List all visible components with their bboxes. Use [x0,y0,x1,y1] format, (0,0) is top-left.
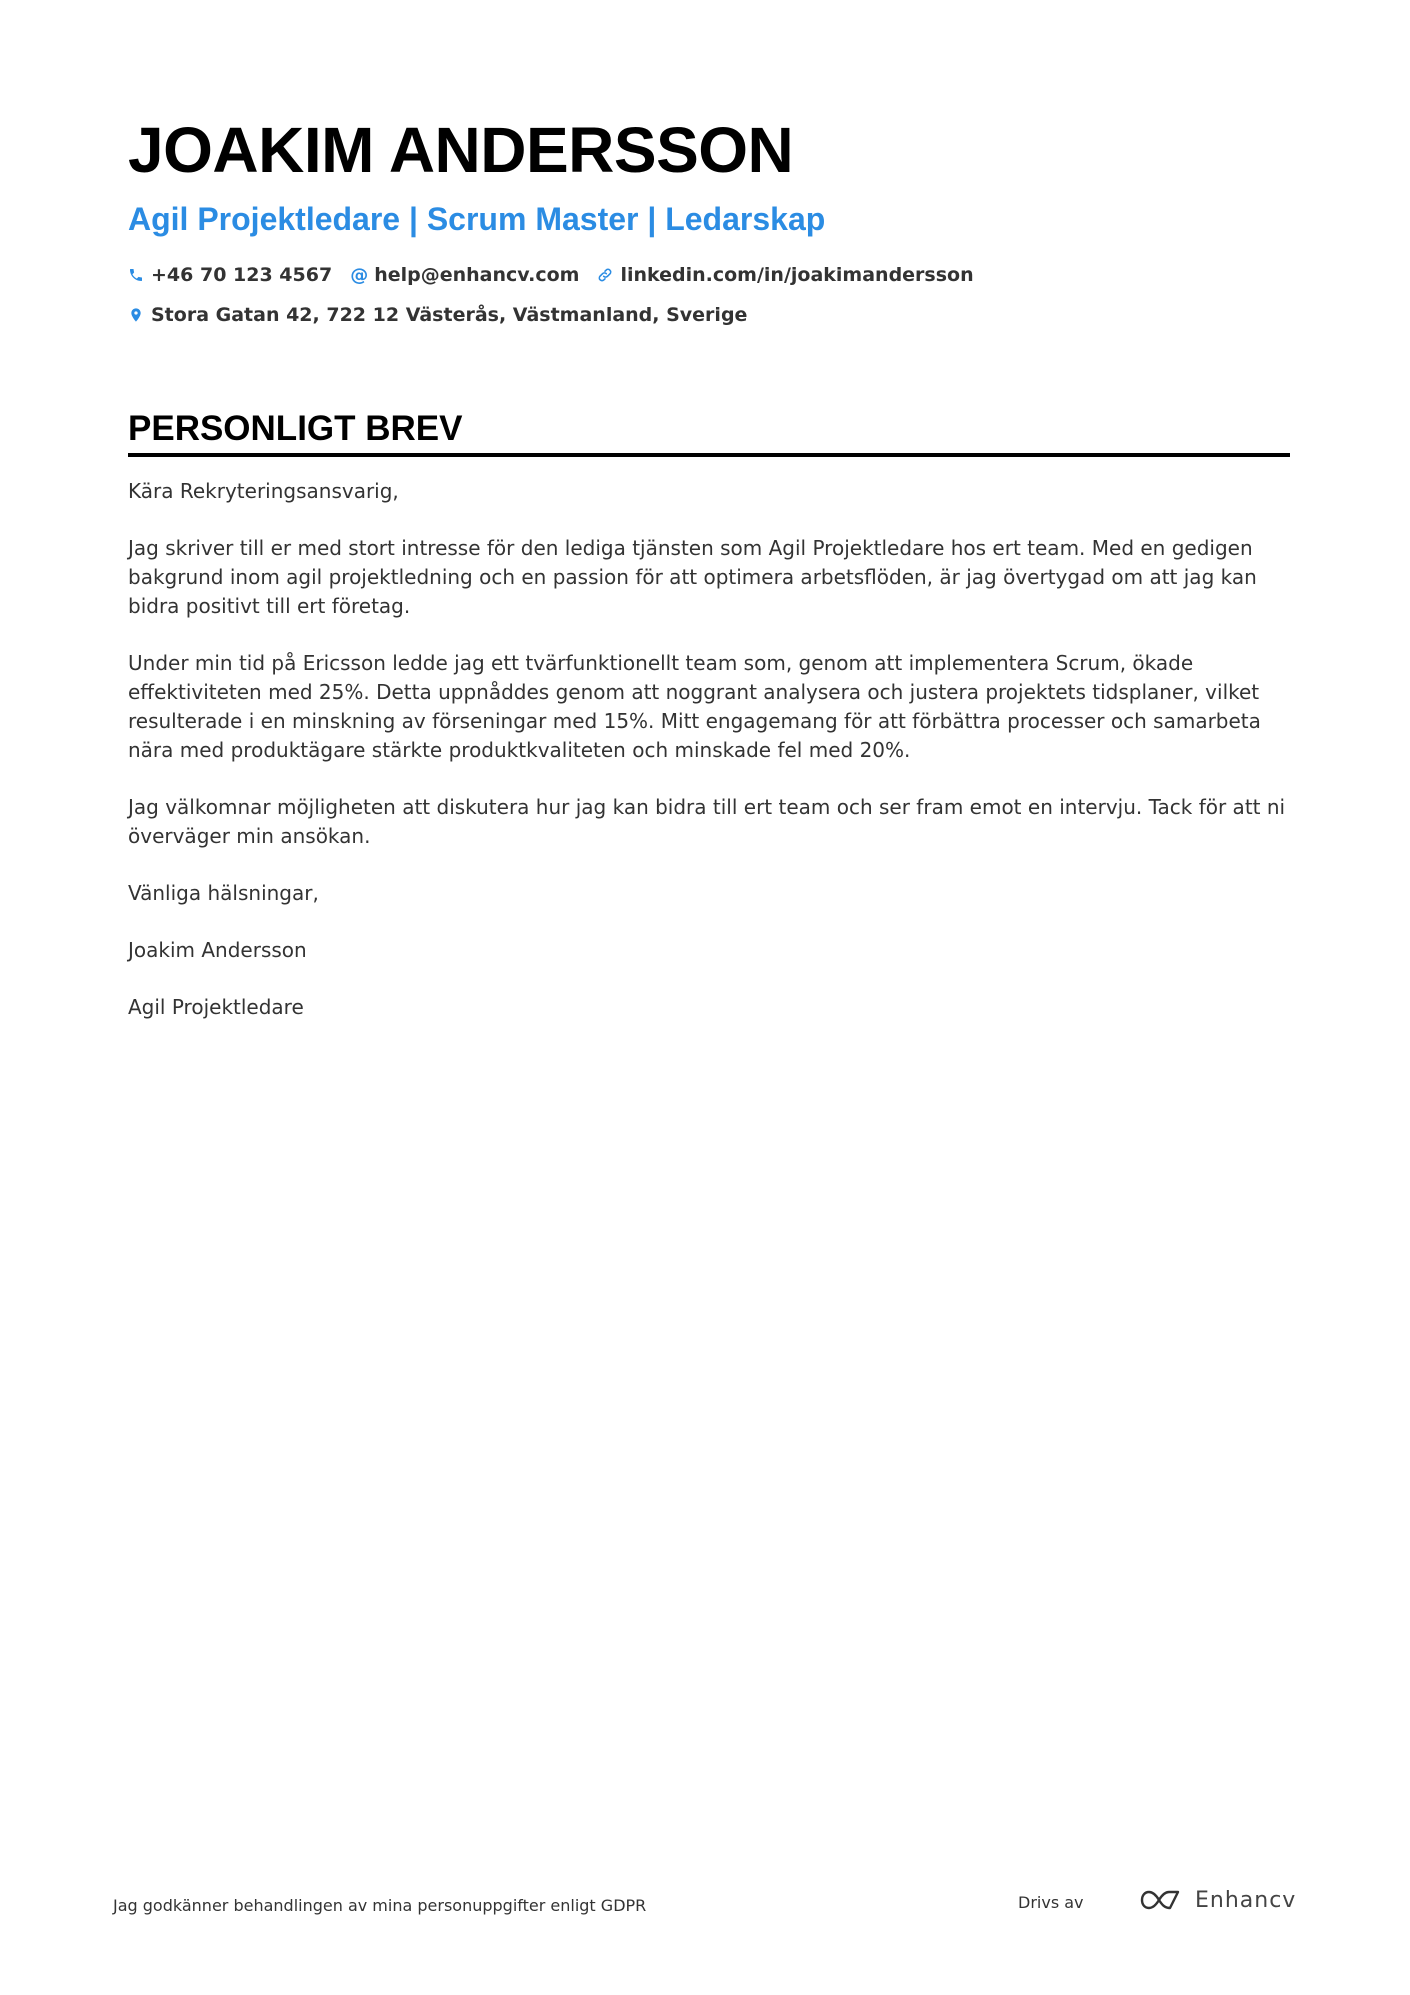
signature-name: Joakim Andersson [128,937,307,962]
applicant-name: JOAKIM ANDERSSON [128,114,794,186]
letter-body [128,477,1290,1022]
brand-name: Enhancv [1195,1887,1297,1913]
contact-row-1 [128,262,1290,288]
brand-logo[interactable] [1139,1887,1296,1913]
enhancv-logo-icon [1139,1887,1185,1913]
page-footer [113,1887,1297,1919]
section-title: PERSONLIGT BREV [128,410,1290,457]
letter-salutation: Kära Rekryteringsansvarig, [128,478,399,503]
letter-closing: Vänliga hälsningar, [128,880,319,905]
linkedin-url: linkedin.com/in/joakimandersson [620,264,974,287]
address-text: Stora Gatan 42, 722 12 Västerås, Västmanland, Sverige [151,304,748,327]
cover-letter-page [128,100,1290,1050]
phone-contact[interactable] [128,264,332,286]
address-contact [128,304,747,326]
contact-info [128,262,1290,328]
applicant-headline: Agil Projektledare | Scrum Master | Ledarskap [128,201,826,237]
phone-icon [128,267,144,283]
letter-paragraph: Jag skriver till er med stort intresse för den lediga tjänsten som Agil Projektledare hos ert team. Med en gedigen bakgrund inom agil projektledning och en passion för att optimera arbetsflöden, är jag övertygad om att jag kan bidra positivt till ert företag. [128,535,1257,618]
contact-row-2 [128,302,1290,328]
signature-title: Agil Projektledare [128,994,304,1019]
powered-by-text: Drivs av [1018,1893,1084,1912]
location-pin-icon [128,307,144,323]
email-contact[interactable] [350,264,579,286]
letter-paragraph: Jag välkomnar möjligheten att diskutera hur jag kan bidra till ert team och ser fram emot en intervju. Tack för att ni överväger min ansökan. [128,794,1286,848]
email-address: help@enhancv.com [374,264,580,287]
linkedin-contact[interactable] [597,264,973,286]
link-icon [597,267,613,283]
at-icon: @ [350,264,369,286]
phone-number: +46 70 123 4567 [151,264,333,287]
letter-paragraph: Under min tid på Ericsson ledde jag ett tvärfunktionellt team som, genom att implementera Scrum, ökade effektiviteten med 25%. Detta uppnåddes genom att noggrant analysera och justera projektets tidsplaner, vilket resulterade i en minskning av förseningar med 15%. Mitt engagemang för att förbättra processer och samarbeta nära med produktägare stärkte produktkvaliteten och minskade fel med 20%. [128,650,1261,762]
gdpr-consent-text: Jag godkänner behandlingen av mina personuppgifter enligt GDPR [113,1896,647,1915]
